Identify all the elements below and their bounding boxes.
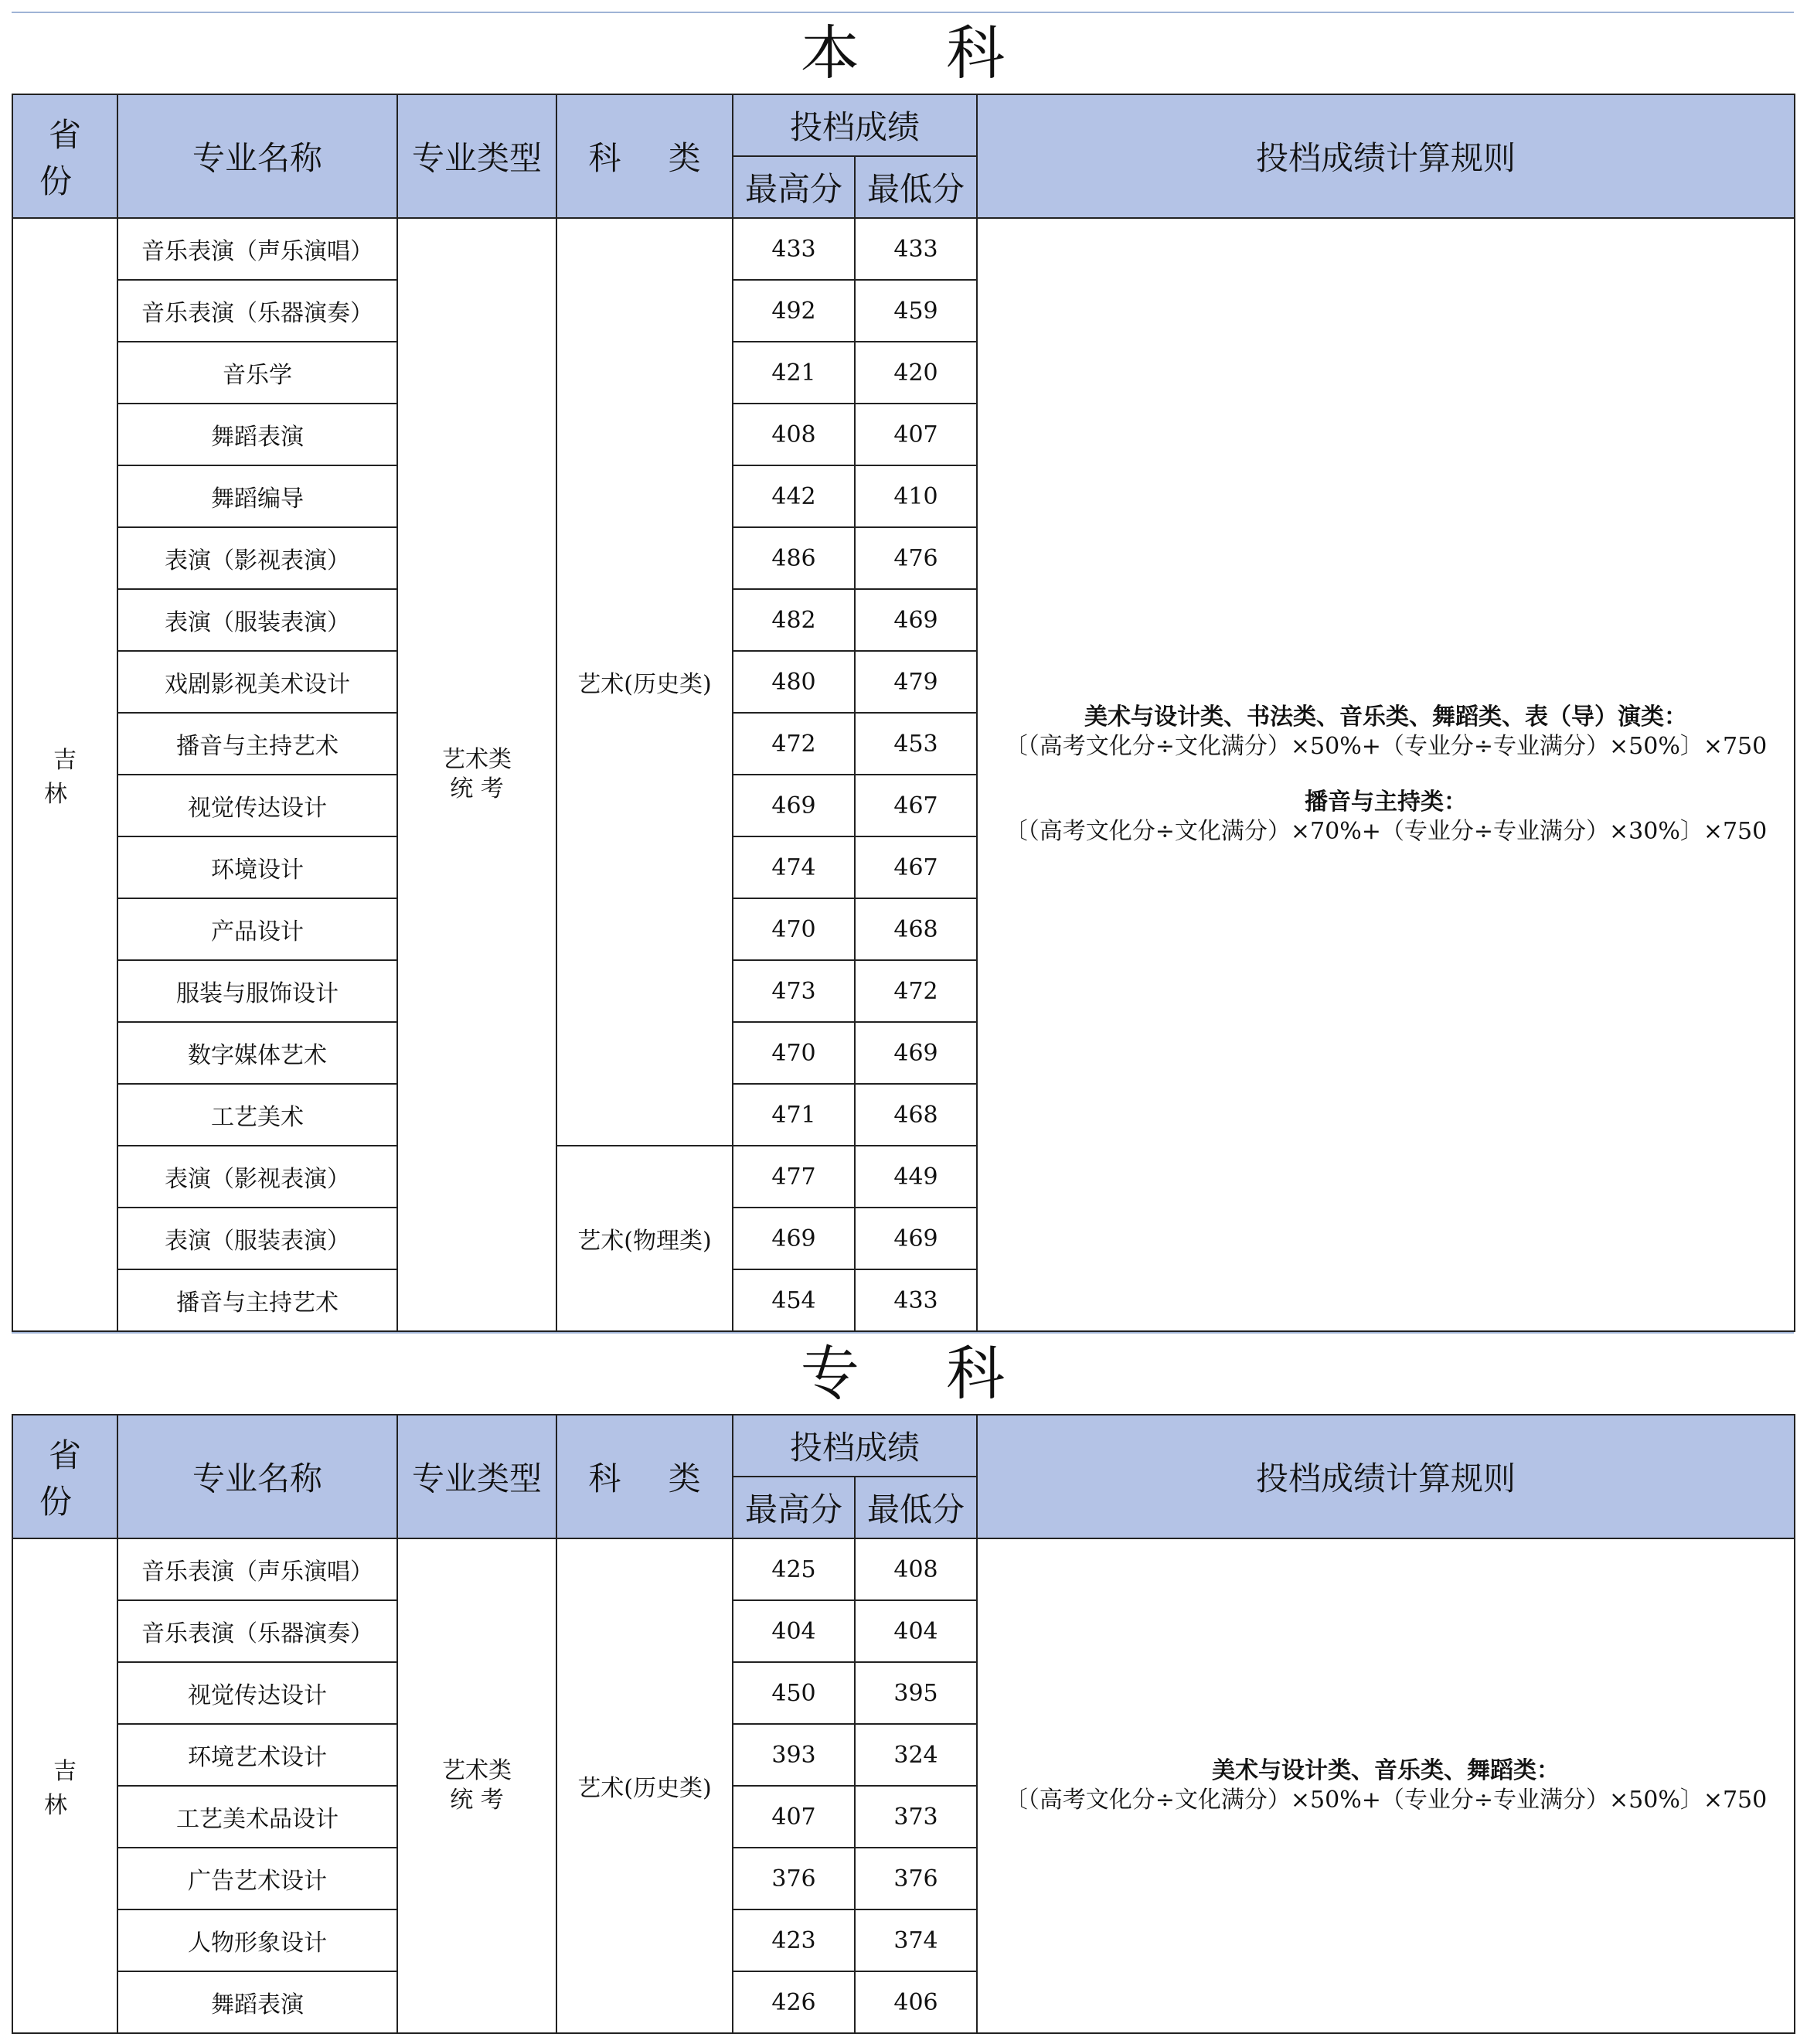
benke-title: 本 科 — [12, 12, 1794, 94]
benke-table — [12, 94, 1795, 1332]
major-cell: 表演（服装表演） — [117, 589, 397, 651]
major-cell: 音乐表演（声乐演唱） — [117, 218, 397, 280]
max-score-cell: 376 — [733, 1848, 855, 1909]
min-score-cell: 374 — [855, 1909, 977, 1971]
max-score-cell: 450 — [733, 1662, 855, 1724]
major-type-line: 艺术类 — [442, 1757, 512, 1784]
min-score-cell: 324 — [855, 1724, 977, 1786]
min-score-cell: 468 — [855, 1084, 977, 1146]
province-cell: 吉 林 — [12, 1538, 117, 2033]
subject-cell: 艺术(历史类) — [556, 218, 733, 1146]
header-rule: 投档成绩计算规则 — [977, 94, 1795, 218]
header-province: 省 份 — [12, 1415, 117, 1538]
max-score-cell: 393 — [733, 1724, 855, 1786]
max-score-cell: 470 — [733, 1022, 855, 1084]
major-cell: 环境艺术设计 — [117, 1724, 397, 1786]
min-score-cell: 373 — [855, 1786, 977, 1848]
rule-title: 美术与设计类、音乐类、舞蹈类： — [1212, 1757, 1560, 1784]
zhuanke-table — [12, 1414, 1795, 2034]
min-score-cell: 476 — [855, 527, 977, 589]
min-score-cell: 468 — [855, 898, 977, 960]
min-score-cell: 469 — [855, 1022, 977, 1084]
min-score-cell: 479 — [855, 651, 977, 713]
max-score-cell: 469 — [733, 775, 855, 836]
major-cell: 表演（服装表演） — [117, 1208, 397, 1269]
min-score-cell: 376 — [855, 1848, 977, 1909]
page — [12, 12, 1794, 2034]
min-score-cell: 420 — [855, 342, 977, 404]
major-cell: 视觉传达设计 — [117, 1662, 397, 1724]
rule-title: 美术与设计类、书法类、音乐类、舞蹈类、表（导）演类： — [1084, 703, 1688, 731]
min-score-cell: 395 — [855, 1662, 977, 1724]
table-row — [12, 218, 1795, 280]
major-cell: 播音与主持艺术 — [117, 713, 397, 775]
max-score-cell: 486 — [733, 527, 855, 589]
major-cell: 服装与服饰设计 — [117, 960, 397, 1022]
subject-cell: 艺术(历史类) — [556, 1538, 733, 2033]
major-cell: 广告艺术设计 — [117, 1848, 397, 1909]
max-score-cell: 404 — [733, 1600, 855, 1662]
major-cell: 视觉传达设计 — [117, 775, 397, 836]
max-score-cell: 477 — [733, 1146, 855, 1208]
min-score-cell: 467 — [855, 775, 977, 836]
major-cell: 表演（影视表演） — [117, 1146, 397, 1208]
major-type-cell — [397, 1538, 556, 2033]
min-score-cell: 407 — [855, 404, 977, 465]
max-score-cell: 482 — [733, 589, 855, 651]
max-score-cell: 426 — [733, 1971, 855, 2033]
min-score-cell: 449 — [855, 1146, 977, 1208]
min-score-cell: 469 — [855, 589, 977, 651]
rule-title: 播音与主持类： — [1305, 789, 1468, 816]
max-score-cell: 454 — [733, 1269, 855, 1331]
min-score-cell: 453 — [855, 713, 977, 775]
major-cell: 环境设计 — [117, 836, 397, 898]
major-cell: 舞蹈表演 — [117, 1971, 397, 2033]
major-type-cell — [397, 218, 556, 1331]
rule-formula: 〔（高考文化分÷文化满分）×50%+（专业分÷专业满分）×50%〕×750 — [1004, 733, 1768, 760]
min-score-cell: 469 — [855, 1208, 977, 1269]
max-score-cell: 480 — [733, 651, 855, 713]
max-score-cell: 492 — [733, 280, 855, 342]
header-major: 专业名称 — [117, 94, 397, 218]
major-cell: 播音与主持艺术 — [117, 1269, 397, 1331]
major-cell: 工艺美术品设计 — [117, 1786, 397, 1848]
rule-formula: 〔（高考文化分÷文化满分）×50%+（专业分÷专业满分）×50%〕×750 — [1004, 1787, 1768, 1814]
max-score-cell: 442 — [733, 465, 855, 527]
zhuanke-body — [12, 1538, 1795, 2033]
max-score-cell: 425 — [733, 1538, 855, 1600]
zhuanke-title: 专 科 — [12, 1332, 1794, 1414]
min-score-cell: 459 — [855, 280, 977, 342]
max-score-cell: 421 — [733, 342, 855, 404]
major-cell: 舞蹈编导 — [117, 465, 397, 527]
major-cell: 产品设计 — [117, 898, 397, 960]
header-min: 最低分 — [855, 1477, 977, 1538]
major-cell: 音乐表演（乐器演奏） — [117, 1600, 397, 1662]
major-cell: 人物形象设计 — [117, 1909, 397, 1971]
min-score-cell: 472 — [855, 960, 977, 1022]
major-cell: 表演（影视表演） — [117, 527, 397, 589]
major-cell: 音乐表演（声乐演唱） — [117, 1538, 397, 1600]
header-score-group: 投档成绩 — [733, 94, 977, 156]
zhuanke-header-row — [12, 1415, 1795, 1477]
province-cell: 吉 林 — [12, 218, 117, 1331]
max-score-cell: 423 — [733, 1909, 855, 1971]
header-major-type: 专业类型 — [397, 1415, 556, 1538]
subject-cell: 艺术(物理类) — [556, 1146, 733, 1331]
max-score-cell: 470 — [733, 898, 855, 960]
rule-gap — [978, 761, 1794, 788]
header-subject: 科 类 — [556, 1415, 733, 1538]
header-subject: 科 类 — [556, 94, 733, 218]
header-min: 最低分 — [855, 156, 977, 218]
major-type-line: 统 考 — [450, 775, 504, 802]
major-type-line: 统 考 — [450, 1787, 504, 1814]
min-score-cell: 410 — [855, 465, 977, 527]
header-score-group: 投档成绩 — [733, 1415, 977, 1477]
max-score-cell: 471 — [733, 1084, 855, 1146]
header-major-type: 专业类型 — [397, 94, 556, 218]
rule-cell — [977, 1538, 1795, 2033]
major-cell: 工艺美术 — [117, 1084, 397, 1146]
min-score-cell: 406 — [855, 1971, 977, 2033]
max-score-cell: 407 — [733, 1786, 855, 1848]
header-max: 最高分 — [733, 1477, 855, 1538]
rule-cell — [977, 218, 1795, 1331]
max-score-cell: 472 — [733, 713, 855, 775]
major-cell: 戏剧影视美术设计 — [117, 651, 397, 713]
min-score-cell: 433 — [855, 218, 977, 280]
major-type-line: 艺术类 — [442, 746, 512, 773]
benke-header-row — [12, 94, 1795, 156]
header-province: 省 份 — [12, 94, 117, 218]
major-cell: 舞蹈表演 — [117, 404, 397, 465]
max-score-cell: 474 — [733, 836, 855, 898]
header-rule: 投档成绩计算规则 — [977, 1415, 1795, 1538]
benke-body — [12, 218, 1795, 1331]
rule-formula: 〔（高考文化分÷文化满分）×70%+（专业分÷专业满分）×30%〕×750 — [1004, 818, 1768, 845]
min-score-cell: 408 — [855, 1538, 977, 1600]
max-score-cell: 473 — [733, 960, 855, 1022]
max-score-cell: 408 — [733, 404, 855, 465]
header-major: 专业名称 — [117, 1415, 397, 1538]
min-score-cell: 404 — [855, 1600, 977, 1662]
min-score-cell: 433 — [855, 1269, 977, 1331]
major-cell: 音乐表演（乐器演奏） — [117, 280, 397, 342]
major-cell: 数字媒体艺术 — [117, 1022, 397, 1084]
header-max: 最高分 — [733, 156, 855, 218]
max-score-cell: 469 — [733, 1208, 855, 1269]
table-row — [12, 1538, 1795, 1600]
max-score-cell: 433 — [733, 218, 855, 280]
min-score-cell: 467 — [855, 836, 977, 898]
major-cell: 音乐学 — [117, 342, 397, 404]
